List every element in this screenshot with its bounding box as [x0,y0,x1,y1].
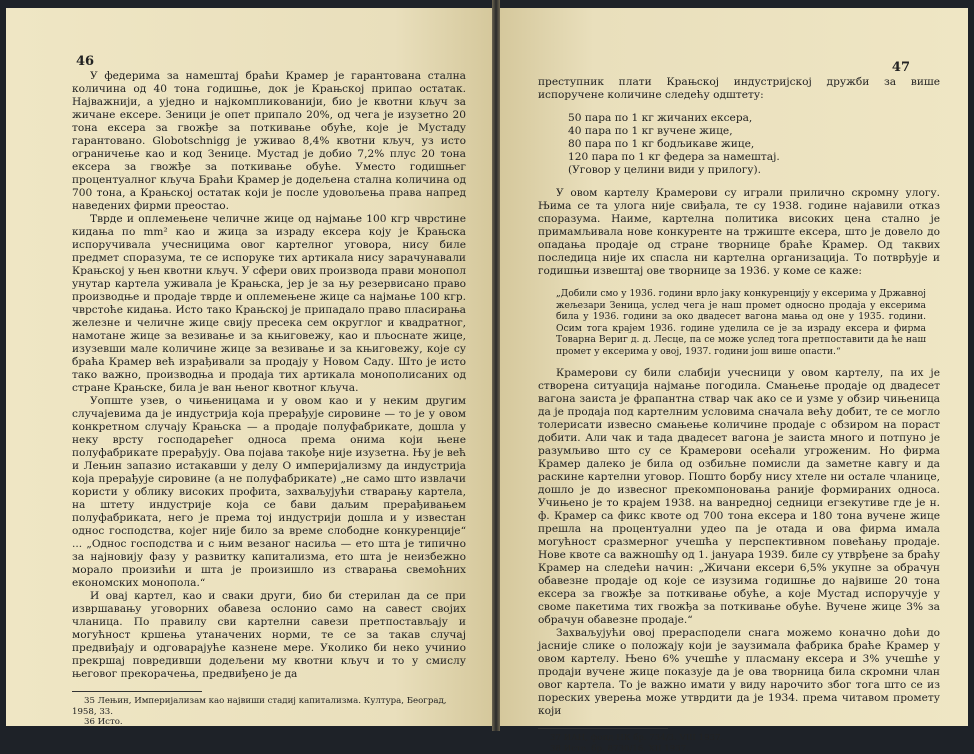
book-gutter [492,0,500,731]
right-body-text [538,76,940,102]
footnote-37: 37 ИАН, фонд НК бр. 734/3. VIII 1937. [538,733,940,744]
footnotes-left [72,696,466,728]
footnote-38: 38 Исто, бр. 8730/16. XII 1937. [538,744,940,754]
left-paragraph-3: Уопште узев, о чињеницама и у овом као и у неким другим случајевима да је индустрија која прерађује сировине — то је у овом конкретном случају Крањска — а продаје полуфабрикате, дошла у неку врсту господарећег односа према онима који њене полуфабрикате прерађују. Ова појава такође није изузетна. Њу је већ и Лењин запазио истакавши у делу О империјализму да индустрија која прерађује сировине (а не полуфабрикате) „не само што извлачи користи у облику високих профита, захваљујући стварању картела, на штету индустрије која се бави даљим прерађивањем полуфабриката, него је према тој индустрији дошла и у известан однос господства, којег није било за време слободне конкуренције“ ... „Однос господства и с њим везаног насиља — ето шта је типично за најновију фазу у развитку капитализма, ето шта је неизбежно морало произићи и шта је произишло из стварања свемоћних економских монопола.“ [72,395,466,590]
page-number-right: 47 [892,60,910,75]
block-quote: „Добили смо у 1936. години врло јаку конкуренцију у ексерима у Државној жељезари Зеница, услед чега је наш промет односно продаја у ексерима била у 1936. години за око двадесет вагона мања од оне у 1935. години. Осим тога крајем 1936. године уделила се је за израду ексера и фирма Товарна Вериг д. д. Лесце, па се може услед тога претпоставити да ће наш промет у ексерима у овој, 1937. години још више опасти.“ [556,288,926,357]
footnote-rule-right [538,728,668,729]
list-item: (Уговор у целини види у прилогу). [568,164,940,177]
right-text-block-1 [538,187,940,278]
footnotes-right [538,733,940,754]
page-number-left: 46 [76,54,94,69]
list-item: 40 пара по 1 кг вучене жице, [568,125,940,138]
footnote-rule-left [72,691,202,692]
left-paragraph-4: И овај картел, као и сваки други, био би стерилан да се при извршавању уговорних обавеза ослонио само на савест својих чланица. По правилу сви картелни савези претпостављају и могућност кршења утаначених норми, те се за такав случај предвиђају и одговарајуће казнене мере. Уколико би неко учинио прекршај повредивши додељени му квотни кључ и то у смислу његовог прекорачења, предвиђено је да [72,590,466,681]
right-intro: преступник плати Крањској индустријској дружби за више испоручене количине следећу одштету: [538,76,940,102]
right-paragraph-3: Захваљујући овој прерасподели снага можемо коначно доћи до јасније слике о положају који је заузимала фабрика браће Крамер у овом картелу. Њено 6% учешће у пласману ексера и 3% учешће у продаји вучене жице показује да је ова творница била скромни члан овог картела. То је важно имати у виду нарочито због тога што се из пореских уверења може утврдити да је 1934. према читавом промету који [538,627,940,718]
left-body-text [72,70,466,681]
left-page [6,8,492,726]
left-paragraph-1: У федерима за намештај браћи Крамер је гарантована стална количина од 40 тона годишње, док је Крањској припао остатак. Најважнији, а уједно и најкомпликованији, био је квотни кључ за жичане ексере. Зеници је опет припало 20%, од чега је изузетно 20 тона ексера за гвожђе за поткивање обуће, које је Мустаду гарантовано. Globotschnigg је уживао 8,4% квотни кључ, уз исто ограничење као и код Зенице. Мустад је добио 7,2% плус 20 тона ексера за гвожђе за поткивање обуће. Уместо годишњег процентуалног кључа Браћи Крамер је додељена стална количина од 700 тона, а Крањској остатак који је после удовољења права напред наведених фирми преостао. [72,70,466,213]
list-item: 80 пара по 1 кг бодљикаве жице, [568,138,940,151]
penalty-list [568,112,940,177]
list-item: 120 пара по 1 кг федера за намештај. [568,151,940,164]
right-paragraph-2: Крамерови су били слабији учесници у овом картелу, па их је створена ситуација најмање погодила. Смањење продаје од двадесет вагона заиста је фрапантна ствар чак ако се и узме у обзир чињеница да је продаја под картелним условима сначала већу добит, те се могло толерисати извесно смањење количине продаје с обзиром на пораст добити. Али чак и тада двадесет вагона је заиста много и потпуно је разумљиво што су се Крамерови осећали угроженим. Но фирма Крамер далеко је била од озбиљне помисли да заметне кавгу и да раскине картелни уговор. Пошто борбу нису хтеле ни остале чланице, дошло је до извесног прекомпоновања раније формираних односа. Учињено је то крајем 1938. на ванредној седници егзекутиве где је н. ф. Крамер са фикс квоте од 700 тона ексера и 180 тона вучене жице прешла на процентуални удео па је отада и ова фирма имала могућност сразмерног учешћа у перспективном повећању продаје. Нове квоте са важношћу од 1. јануара 1939. биле су утврђене за браћу Крамер на следећи начин: „Жичани ексери 6,5% укупне за обрачун обавезне продаје од које се изузима годишње до највише 20 тона ексера за гвожђе за поткивање обуће, а које Мустад испоручује у своме пакетима тих гвожђа за поткивање обуће. Вучене жице 3% за обрачун обавезне продаје.“ [538,367,940,627]
right-text-block-2 [538,367,940,718]
right-page [500,8,968,726]
footnote-36: 36 Исто. [72,717,466,728]
list-item: 50 пара по 1 кг жичаних ексера, [568,112,940,125]
right-paragraph-1: У овом картелу Крамерови су играли прилично скромну улогу. Њима се та улога није свиђала, те су 1938. године најавили отказ споразума. Наиме, картелна политика високих цена стално је примамљивала нове конкуренте на тржиште ексера, што је довело до опадања продаје од стране творнице браће Крамер. Од таквих последица није их спасла ни картелна организација. То потврђује и годишњи извештај ове творнице за 1936. у коме се каже: [538,187,940,278]
footnote-35: 35 Лењин, Империјализам као највиши стадиј капитализма. Култура, Београд, 1958, 33. [72,696,466,717]
left-paragraph-2: Тврде и оплемењене челичне жице од најмање 100 кгр чврстине кидања по mm² као и жица за израду ексера коју је Крањска испоручивала учесницима овог картелног уговора, нису биле предмет споразума, те се испоруке тих артикала нису зарачунавали Крањској у њен квотни кључ. У сфери ових производа прави монопол унутар картела уживала је Крањска, јер је за њу резервисано право производње и продаје тврде и оплемењене жице са најмање 100 кгр. чврстоће кидања. Исто тако Крањској је припадало право пласирања железне и челичне жице свију пресека сем округлог и квадратног, намотане жице за везивање и за књиговежу, као и пљоснате жице, изузевши мале количине жице за везивање и за књиговежу, које су браћа Крамер већ израђивали за продају у Новом Саду. Што је исто тако важно, производња и продаја тих артикала монополисаних од стране Крањске, била је ван њеног квотног кључа. [72,213,466,395]
